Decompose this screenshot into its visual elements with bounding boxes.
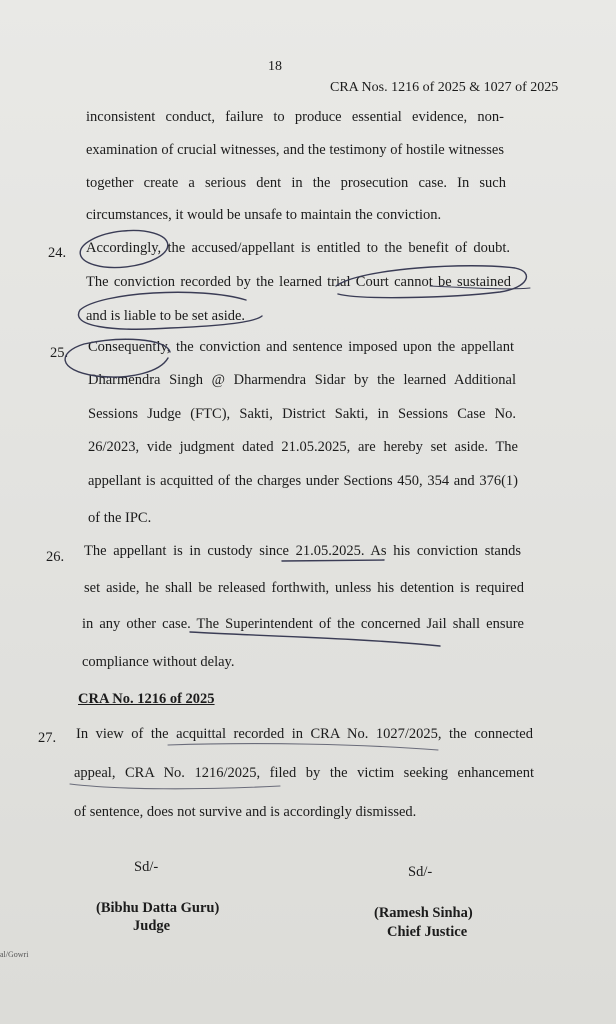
para-cont-line-4: circumstances, it would be unsafe to maintain the conviction. [86, 207, 442, 223]
sd-right: Sd/- [408, 864, 433, 880]
para-cont-line-3: together create a serious dent in the prosecution case. In such [86, 175, 506, 191]
signatory-left-title: Judge [133, 918, 171, 934]
para-cont-line-2: examination of crucial witnesses, and the testimony of hostile witnesses [86, 142, 504, 158]
para-27-line-1: In view of the acquittal recorded in CRA No. 1027/2025, the connected [76, 726, 533, 742]
para-26-number: 26. [46, 549, 65, 565]
para-27-line-3: of sentence, does not survive and is accordingly dismissed. [74, 804, 417, 820]
para-25-line-4: 26/2023, vide judgment dated 21.05.2025, are hereby set aside. The [88, 439, 518, 455]
para-24-line-1: Accordingly, the accused/appellant is entitled to the benefit of doubt. [86, 240, 510, 256]
case-reference: CRA Nos. 1216 of 2025 & 1027 of 2025 [330, 80, 559, 95]
para-26-line-3: in any other case. The Superintendent of the concerned Jail shall ensure [82, 616, 524, 632]
section-heading: CRA No. 1216 of 2025 [78, 691, 215, 707]
sd-left: Sd/- [134, 859, 159, 875]
footer-initials: al/Gowri [0, 950, 29, 959]
para-24-line-3: and is liable to be set aside. [86, 308, 246, 324]
para-26-line-1: The appellant is in custody since 21.05.2025. As his conviction stands [84, 543, 521, 559]
para-25-line-1: Consequently, the conviction and sentence imposed upon the appellant [88, 339, 514, 355]
para-25-line-5: appellant is acquitted of the charges under Sections 450, 354 and 376(1) [88, 473, 518, 489]
para-25-number: 25. [50, 345, 69, 361]
para-26-line-2: set aside, he shall be released forthwith, unless his detention is required [84, 580, 524, 596]
signatory-left-name: (Bibhu Datta Guru) [96, 900, 220, 916]
para-27-line-2: appeal, CRA No. 1216/2025, filed by the victim seeking enhancement [74, 765, 534, 781]
para-24-line-2: The conviction recorded by the learned trial Court cannot be sustained [86, 274, 511, 290]
para-26-line-4: compliance without delay. [82, 654, 235, 670]
underline-since-date [282, 560, 384, 561]
page-number: 18 [268, 59, 282, 74]
signatory-right-title: Chief Justice [387, 924, 468, 940]
underline-superintendent [190, 632, 440, 646]
para-25-line-2: Dharmendra Singh @ Dharmendra Sidar by the learned Additional [88, 372, 516, 388]
signatory-right-name: (Ramesh Sinha) [374, 905, 473, 921]
underline-appeal-cra [70, 784, 280, 789]
para-24-number: 24. [48, 245, 67, 261]
para-25-line-3: Sessions Judge (FTC), Sakti, District Sakti, in Sessions Case No. [88, 406, 516, 422]
para-25-line-6: of the IPC. [88, 510, 152, 526]
para-cont-line-1: inconsistent conduct, failure to produce essential evidence, non- [86, 109, 504, 125]
underline-acquittal-recorded [168, 744, 438, 750]
para-27-number: 27. [38, 730, 57, 746]
